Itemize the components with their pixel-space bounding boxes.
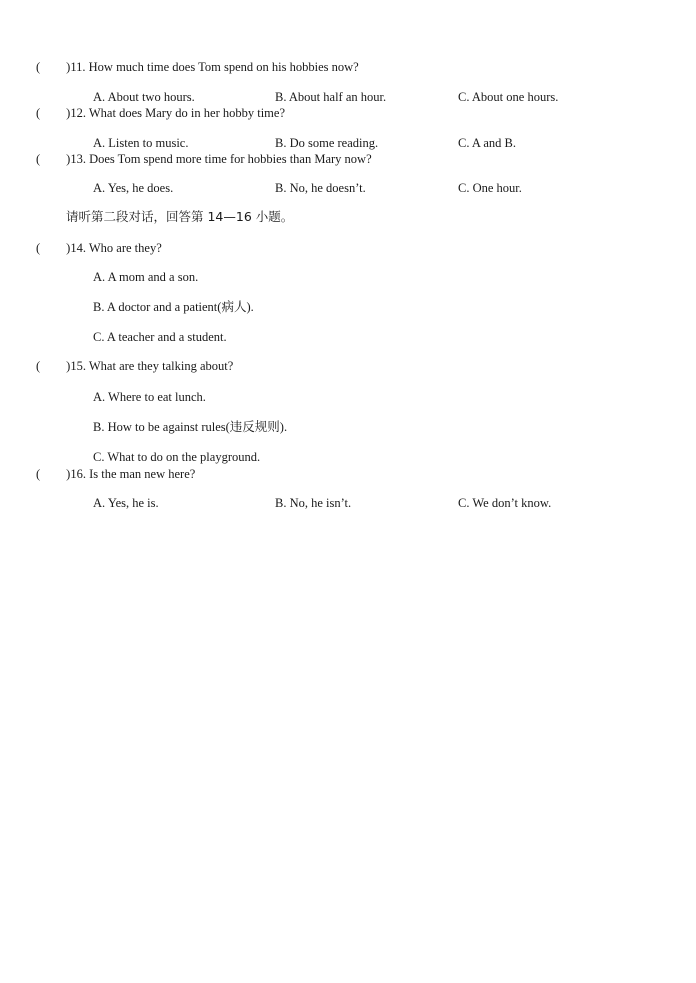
answer-blank-close: ) — [66, 152, 71, 166]
question-16 — [36, 466, 195, 482]
option-a: A. About two hours. — [93, 90, 195, 104]
option-c: C. What to do on the playground. — [93, 450, 261, 464]
answer-blank-close: ) — [66, 467, 71, 481]
question-14 — [36, 240, 162, 256]
question-number: 11. — [70, 60, 86, 74]
question-12 — [36, 105, 285, 121]
option-b: B. Do some reading. — [275, 136, 379, 150]
option-c: C. A and B. — [458, 136, 516, 150]
question-text: How much time does Tom spend on his hobbies now? — [88, 60, 359, 74]
option-b: B. No, he doesn’t. — [275, 181, 366, 195]
question-15 — [36, 358, 233, 374]
option-c: C. A teacher and a student. — [93, 330, 227, 344]
question-number: 16. — [70, 467, 86, 481]
question-13 — [36, 151, 372, 167]
question-text: What does Mary do in her hobby time? — [88, 106, 286, 120]
option-b: B. A doctor and a patient(病人). — [93, 300, 254, 314]
question-text: Is the man new here? — [89, 467, 196, 481]
option-b: B. No, he isn’t. — [275, 496, 352, 510]
answer-blank-open: ( — [36, 106, 41, 120]
answer-blank-close: ) — [66, 106, 71, 120]
question-number: 12. — [70, 106, 86, 120]
option-a: A. Yes, he does. — [93, 181, 174, 195]
option-b: B. How to be against rules(违反规则). — [93, 420, 288, 434]
answer-blank-open: ( — [36, 241, 41, 255]
answer-blank-close: ) — [66, 60, 71, 74]
answer-blank-open: ( — [36, 467, 41, 481]
question-text: What are they talking about? — [88, 359, 234, 373]
question-text: Does Tom spend more time for hobbies than Mary now? — [89, 152, 372, 166]
option-c: C. One hour. — [458, 181, 522, 195]
option-c: C. About one hours. — [458, 90, 559, 104]
option-a: A. A mom and a son. — [93, 270, 199, 284]
question-number: 14. — [70, 241, 86, 255]
answer-blank-open: ( — [36, 60, 41, 74]
question-number: 15. — [70, 359, 86, 373]
option-a: A. Where to eat lunch. — [93, 390, 206, 404]
answer-blank-open: ( — [36, 359, 41, 373]
option-a: A. Listen to music. — [93, 136, 189, 150]
option-a: A. Yes, he is. — [93, 496, 159, 510]
question-11 — [36, 59, 359, 75]
section-heading: 请听第二段对话，回答第 14—16 小题。 — [66, 209, 294, 224]
answer-blank-open: ( — [36, 152, 41, 166]
option-b: B. About half an hour. — [275, 90, 387, 104]
question-number: 13. — [70, 152, 86, 166]
question-text: Who are they? — [88, 241, 162, 255]
answer-blank-close: ) — [66, 359, 71, 373]
option-c: C. We don’t know. — [458, 496, 552, 510]
answer-blank-close: ) — [66, 241, 71, 255]
